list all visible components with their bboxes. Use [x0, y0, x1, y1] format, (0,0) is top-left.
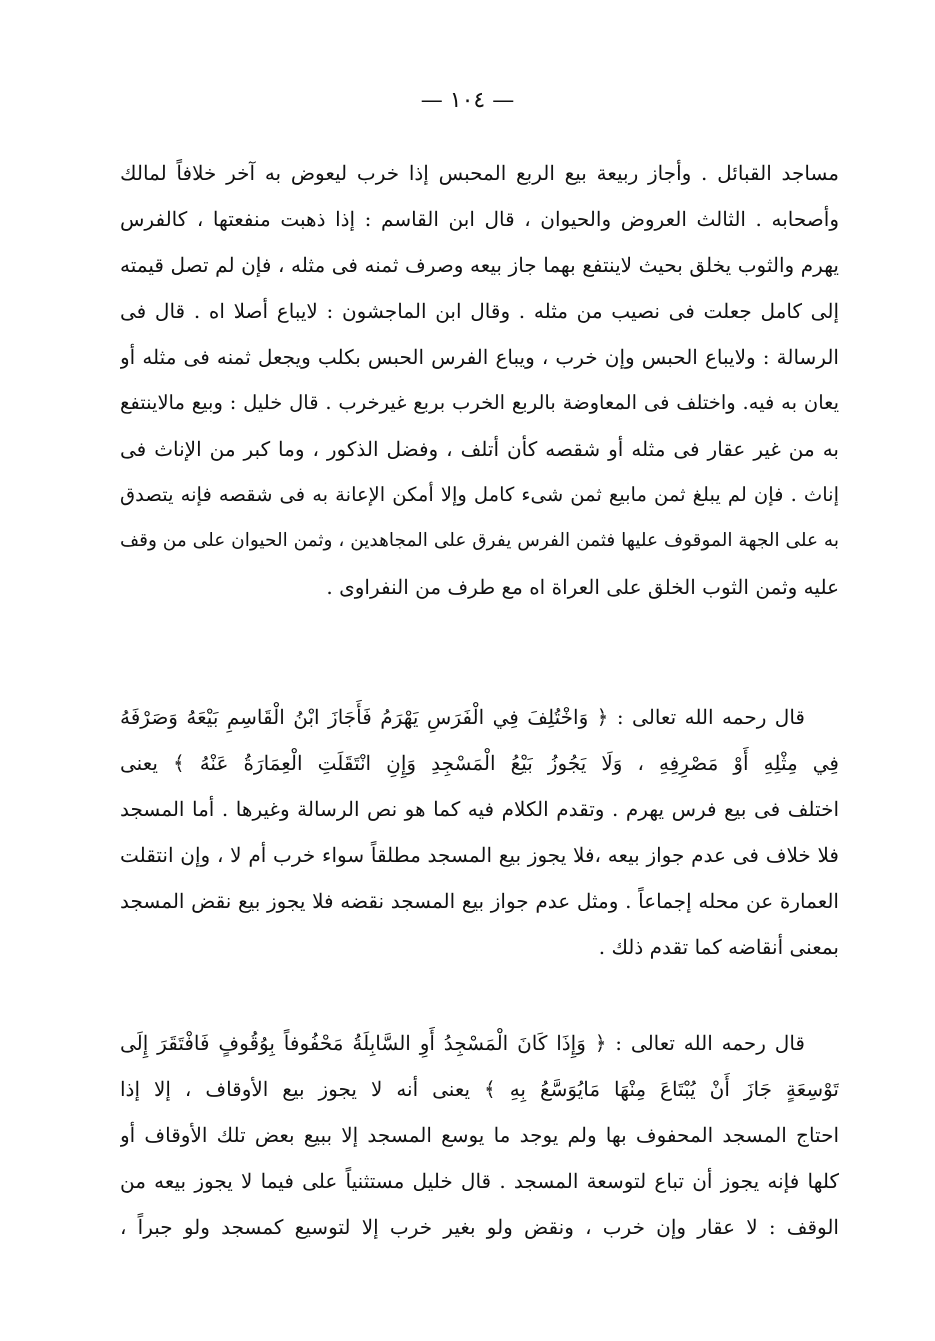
text-line: قال رحمه الله تعالى : ﴿ وَإِذَا كَانَ الْمَسْجِدُ أَوِ السَّابِلَةُ مَحْفُوفاً بِوُقُوفٍ فَافْتَقَرَ إِلَى — [120, 1031, 805, 1055]
text-line: تَوْسِعَةٍ جَازَ أَنْ يُبْتَاعَ مِنْهَا مَايُوَسَّعُ بِهِ ﴾ يعنى أنه لا يجوز بيع الأوقاف ، إلا إذا — [120, 1077, 839, 1101]
text-line: بمعنى أنقاضه كما تقدم ذلك . — [598, 935, 839, 959]
text-line: فلا خلاف فى عدم جواز بيعه ،فلا يجوز بيع المسجد مطلقاً سواء خرب أم لا ، وإن انتقلت — [120, 843, 839, 867]
text-line: وأصحابه . الثالث العروض والحيوان ، قال ابن القاسم : إذا ذهبت منفعتها ، كالفرس — [120, 207, 839, 231]
text-line: يهرم والثوب يخلق بحيث لاينتفع بهما جاز بيعه وصرف ثمنه فى مثله ، فإن لم تصل قيمته — [120, 253, 839, 277]
text-line: قال رحمه الله تعالى : ﴿ وَاخْتُلِفَ فِي الْفَرَسِ يَهْرَمُ فَأَجَازَ ابْنُ الْقَاسِمِ بَيْعَهُ وَصَرْفَهُ — [120, 705, 805, 729]
text-line: العمارة عن محله إجماعاً . ومثل عدم جواز بيع المسجد نقضه فلا يجوز بيع نقض المسجد — [120, 889, 839, 913]
paragraph-endowment-sale — [120, 150, 839, 610]
text-line: مساجد القبائل . وأجاز ربيعة بيع الربع المحبس إذا خرب ليعوض به آخر خلافاً لمالك — [120, 161, 839, 185]
text-line: يعان به فيه. واختلف فى المعاوضة بالربع الخرب بربع غيرخرب . قال خليل : وبيع مالاينتفع — [120, 391, 839, 414]
page-number: — ١٠٤ — — [420, 88, 515, 113]
text-line: اختلف فى بيع فرس يهرم . وتقدم الكلام فيه كما هو نص الرسالة وغيرها . أما المسجد — [120, 797, 839, 821]
text-line: إلى كامل جعلت فى نصيب من مثله . وقال ابن الماجشون : لايباع أصلا اه . قال فى — [120, 299, 839, 323]
text-line: به على الجهة الموقوف عليها فثمن الفرس يفرق على المجاهدين ، وثمن الحيوان على من وقف — [120, 530, 839, 551]
text-line: إناث . فإن لم يبلغ ثمن مابيع ثمن شىء كامل وإلا أمكن الإعانة به فى شقصه فإنه يتصدق — [120, 483, 839, 506]
text-line: عليه وثمن الثوب الخلق على العراة اه مع طرف من النفراوى . — [326, 575, 839, 599]
text-line: احتاج المسجد المحفوف بها ولم يوجد ما يوسع المسجد إلا ببيع بعض تلك الأوقاف أو — [120, 1123, 839, 1147]
text-line: الوقف : لا عقار وإن خرب ، ونقض ولو بغير خرب إلا لتوسيع كمسجد ولو جبراً ، — [120, 1215, 839, 1239]
paragraph-mosque-expansion — [120, 1020, 839, 1250]
text-line: كلها فإنه يجوز أن تباع لتوسعة المسجد . قال خليل مستثنياً على فيما لا يجوز بيعه من — [120, 1169, 839, 1193]
text-line: فِي مِثْلِهِ أَوْ مَصْرِفِهِ ، وَلَا يَجُوزُ بَيْعُ الْمَسْجِدِ وَإِنِ انْتَقَلَتِ الْعِمَارَةُ عَنْهُ ﴾ يعنى — [120, 751, 839, 775]
text-line: الرسالة : ولايباع الحبس وإن خرب ، ويباع الفرس الحبس بكلب ويجعل ثمنه فى مثله أو — [120, 345, 839, 369]
paragraph-old-horse-mosque — [120, 694, 839, 970]
text-line: به من غير عقار فى مثله أو شقصه كأن أتلف ، وفضل الذكور ، وما كبر من الإناث فى — [120, 437, 839, 461]
